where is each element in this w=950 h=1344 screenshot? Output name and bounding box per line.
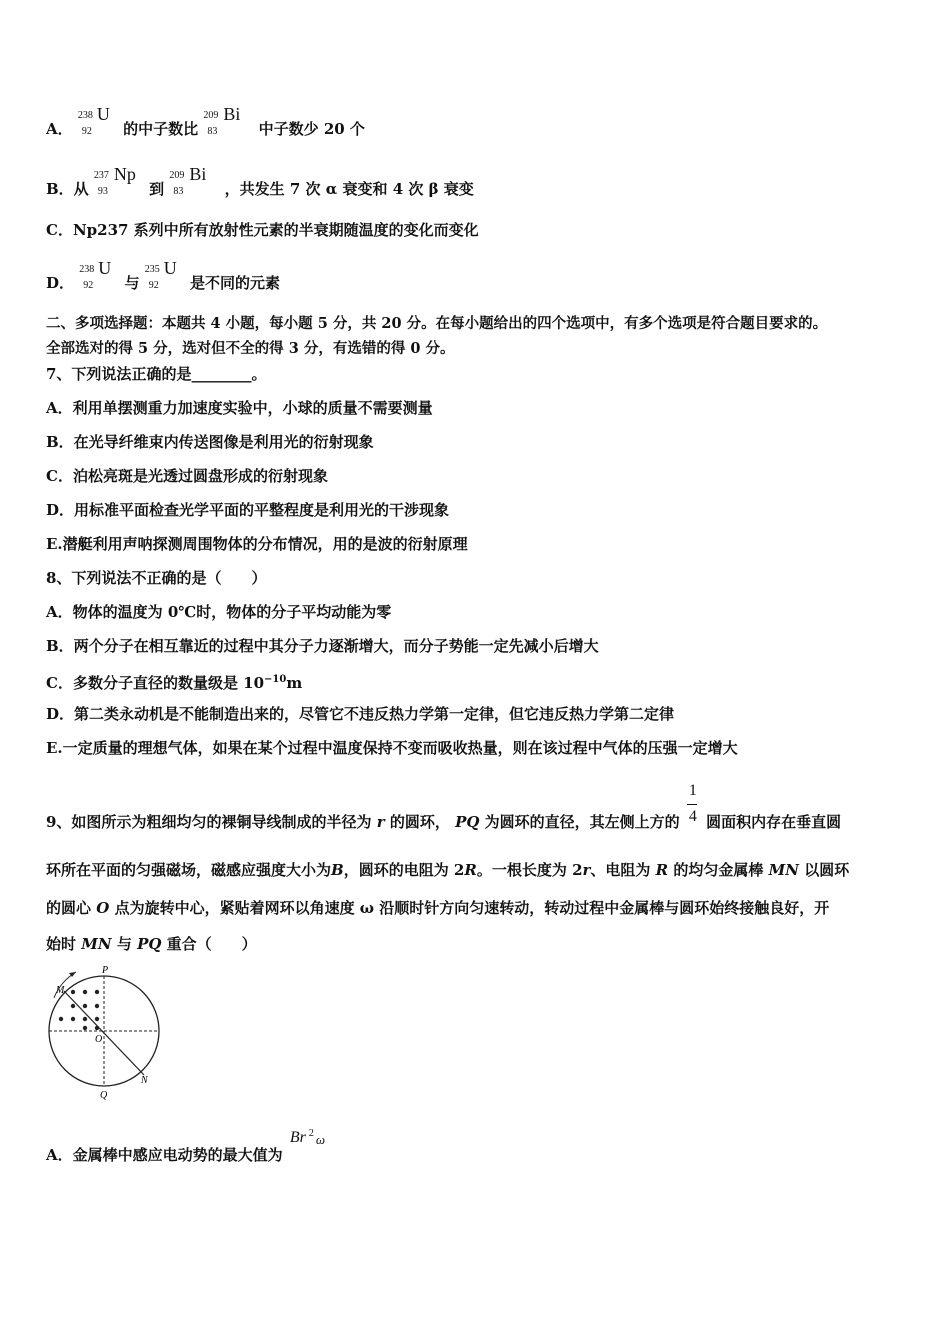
- label-m: M: [56, 985, 65, 996]
- section-heading-line2: 全部选对的得 5 分，选对但不全的得 3 分，有选错的得 0 分。: [46, 340, 455, 357]
- q7-option-a: A．利用单摆测重力加速度实验中，小球的质量不需要测量: [46, 399, 433, 417]
- rotating-rod-diagram: [40, 962, 170, 1102]
- q7-option-b: B．在光导纤维束内传送图像是利用光的衍射现象: [46, 433, 374, 451]
- q7-stem: 7、下列说法正确的是________。: [46, 365, 267, 383]
- q6-option-c: C．Np237 系列中所有放射性元素的半衰期随温度的变化而变化: [46, 221, 479, 239]
- q9-stem-line2: 环所在平面的匀强磁场，磁感应强度大小为B，圆环的电阻为 2R。一根长度为 2r、电阻为 R 的均匀金属棒 MN 以圆环: [46, 861, 850, 879]
- section-heading-line1: 二、多项选择题：本题共 4 小题，每小题 5 分，共 20 分。在每小题给出的四个选项中，有多个选项是符合题目要求的。: [46, 315, 828, 332]
- isotope-np237: 237 93 Np: [93, 164, 136, 197]
- q6-option-b: B．从 237 93 Np 到 209 83 Bi ，共发生 7 次 α 衰变和 4 次 β 衰变: [46, 164, 474, 198]
- isotope-u235: 235 92 U: [144, 258, 177, 291]
- q8-option-e: E.一定质量的理想气体，如果在某个过程中温度保持不变而吸收热量，则在该过程中气体的压强一定增大: [46, 739, 738, 757]
- magnetic-field-dots: [59, 990, 99, 1030]
- q8-option-a: A．物体的温度为 0℃时，物体的分子平均动能为零: [46, 603, 392, 621]
- q7-option-c: C．泊松亮斑是光透过圆盘形成的衍射现象: [46, 467, 328, 485]
- q8-option-c: C．多数分子直径的数量级是 $10^{-10}m$: [46, 674, 303, 692]
- q7-option-e: E.潜艇利用声呐探测周围物体的分布情况，用的是波的衍射原理: [46, 535, 468, 553]
- isotope-bi209: 209 83 Bi: [169, 164, 207, 197]
- q8-stem: 8、下列说法不正确的是（ ）: [46, 569, 267, 587]
- isotope-bi209: 209 83 Bi: [203, 104, 241, 137]
- quarter-fraction: $\frac{1}{4}$: [688, 782, 697, 825]
- q9-stem-line4: 始时 MN 与 PQ 重合（ ）: [46, 935, 257, 953]
- q8-option-d: D．第二类永动机是不能制造出来的，尽管它不违反热力学第一定律，但它违反热力学第二定律: [46, 705, 675, 723]
- max-emf-formula: Br 2 ω: [289, 1128, 326, 1147]
- isotope-u238: 238 92 U: [77, 104, 110, 137]
- q8-option-b: B．两个分子在相互靠近的过程中其分子力逐渐增大，而分子势能一定先减小后增大: [46, 637, 599, 655]
- q9-stem-line1: 9、如图所示为粗细均匀的裸铜导线制成的半径为 r 的圆环， PQ 为圆环的直径，其左侧上方的 $\frac{1}{4}$ 圆面积内存在垂直圆: [46, 797, 841, 837]
- label-o: O: [95, 1034, 103, 1045]
- q9-option-a: A．金属棒中感应电动势的最大值为 Br 2 ω: [46, 1140, 348, 1165]
- q6-option-d: D． 238 92 U 与 235 92 U 是不同的元素: [46, 258, 280, 292]
- q6-option-a: A． 238 92 U 的中子数比 209 83 Bi 中子数少 20 个: [46, 104, 365, 138]
- q9-stem-line3: 的圆心 O 点为旋转中心，紧贴着网环以角速度 ω 沿顺时针方向匀速转动，转动过程中金属棒与圆环始终接触良好，开: [46, 899, 830, 917]
- label-n: N: [141, 1075, 148, 1086]
- q7-option-d: D．用标准平面检查光学平面的平整程度是利用光的干涉现象: [46, 501, 450, 519]
- label-q: Q: [100, 1090, 108, 1101]
- isotope-u238: 238 92 U: [79, 258, 112, 291]
- label-p: P: [102, 965, 109, 976]
